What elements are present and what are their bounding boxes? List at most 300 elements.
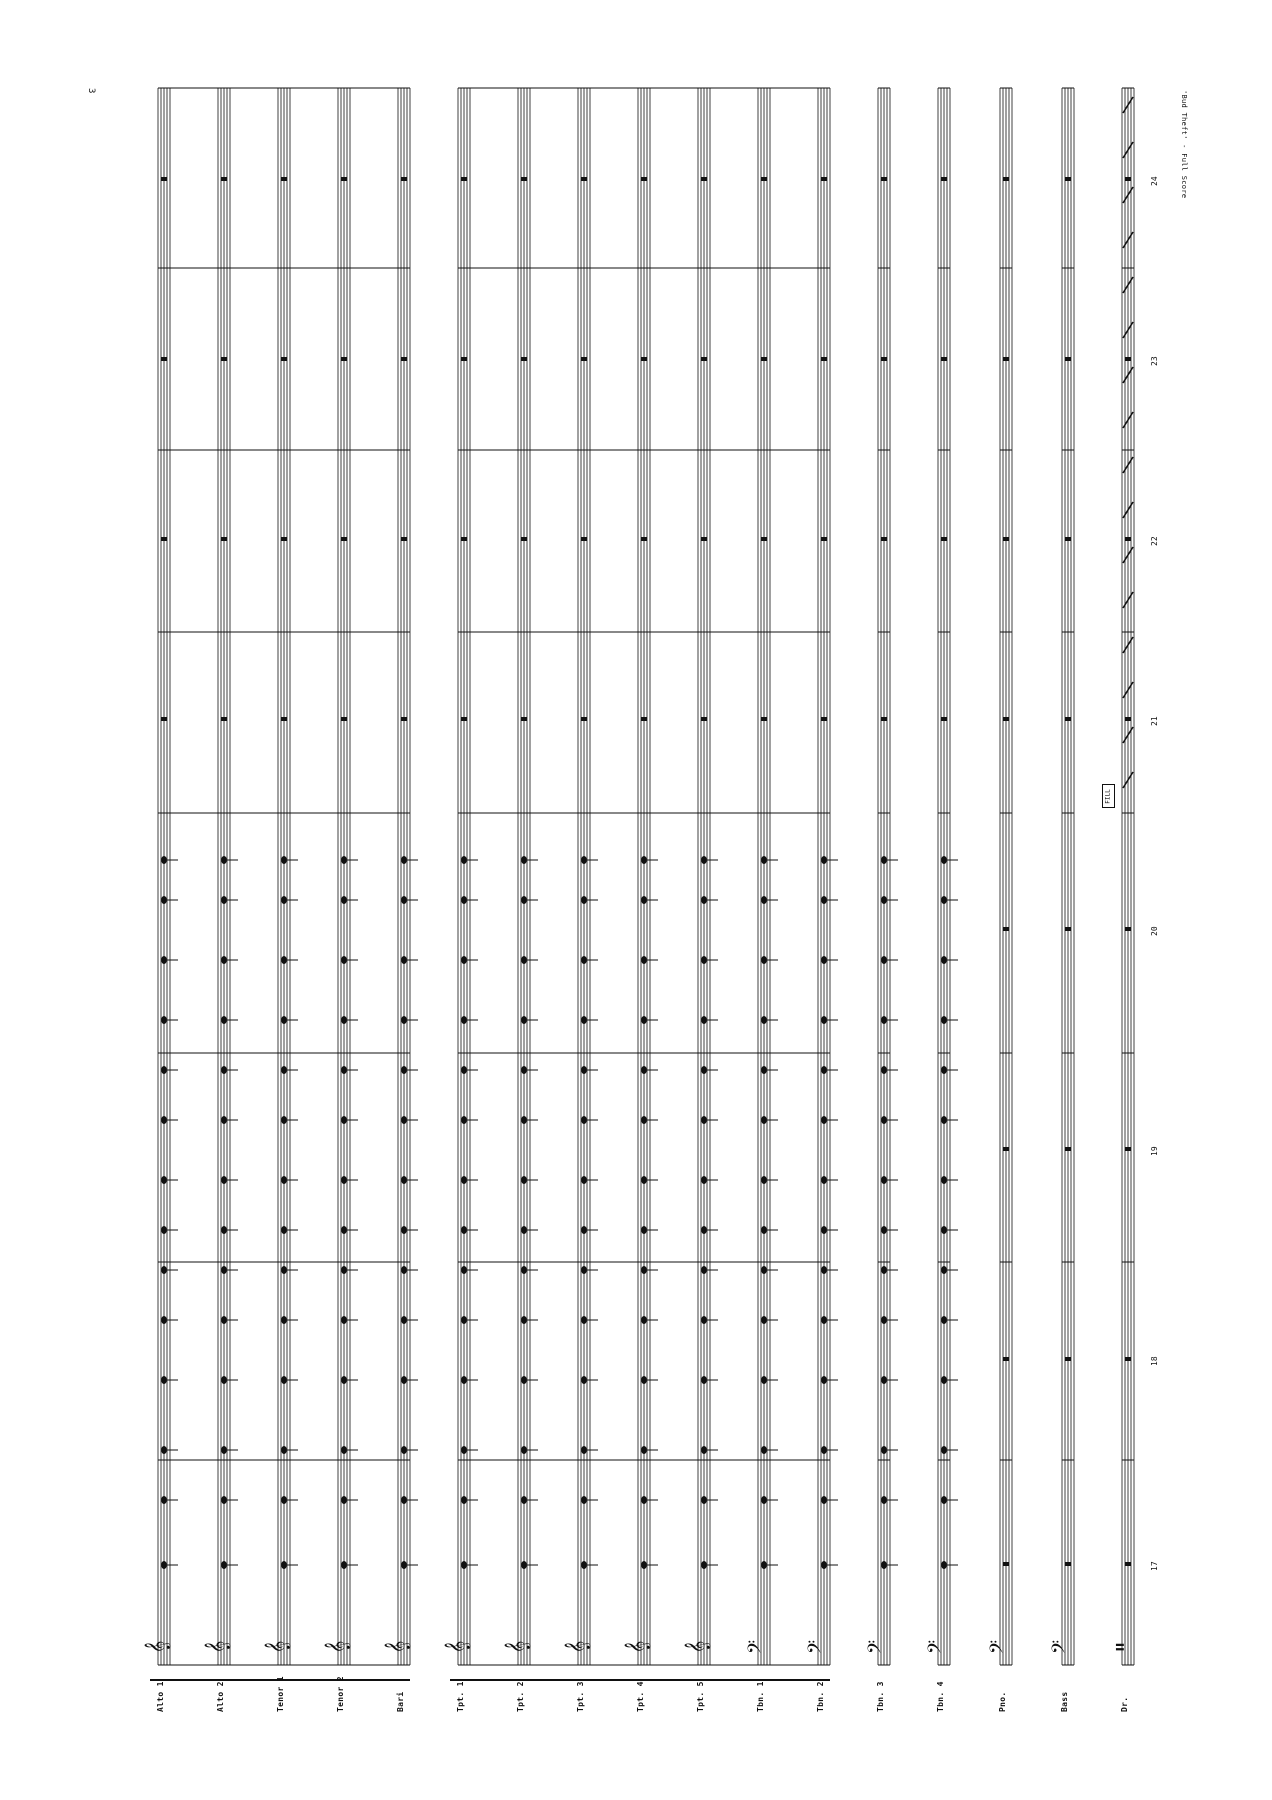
clef-icon: 𝄞	[625, 1640, 650, 1654]
note-head	[641, 1176, 647, 1184]
whole-rest	[161, 537, 167, 541]
whole-rest	[1065, 1147, 1071, 1151]
instrument-label: Tenor 2	[336, 1676, 345, 1712]
whole-rest	[1065, 927, 1071, 931]
whole-rest	[761, 357, 767, 361]
note-head	[161, 1561, 167, 1569]
whole-rest	[221, 177, 227, 181]
whole-rest	[701, 357, 707, 361]
instrument-label: Tbn. 1	[756, 1681, 765, 1712]
instrument-label: Tbn. 3	[876, 1681, 885, 1712]
note-head	[941, 1116, 947, 1124]
whole-rest	[341, 177, 347, 181]
note-head	[821, 1226, 827, 1234]
whole-rest	[1065, 537, 1071, 541]
note-head	[821, 1446, 827, 1454]
note-head	[341, 1066, 347, 1074]
note-head	[521, 1066, 527, 1074]
note-head	[941, 1016, 947, 1024]
note-head	[941, 1561, 947, 1569]
note-head	[581, 1561, 587, 1569]
measure-number: 18	[1150, 1356, 1159, 1366]
clef-icon: 𝄢	[745, 1639, 770, 1655]
fill-label: FILL	[1105, 788, 1113, 804]
clef-icon: 𝄞	[445, 1640, 470, 1654]
note-head	[821, 1016, 827, 1024]
note-head	[641, 1316, 647, 1324]
measure-number: 19	[1150, 1146, 1159, 1156]
whole-rest	[461, 357, 467, 361]
note-head	[161, 856, 167, 864]
note-head	[461, 896, 467, 904]
note-head	[521, 1016, 527, 1024]
note-head	[881, 1116, 887, 1124]
note-head	[221, 1446, 227, 1454]
whole-rest	[461, 717, 467, 721]
whole-rest	[1003, 717, 1009, 721]
staff-tenor-1	[264, 88, 298, 1665]
whole-rest	[1065, 357, 1071, 361]
note-head	[521, 896, 527, 904]
note-head	[161, 1446, 167, 1454]
whole-rest	[941, 537, 947, 541]
note-head	[341, 1496, 347, 1504]
note-head	[521, 1446, 527, 1454]
note-head	[461, 1226, 467, 1234]
note-head	[701, 1066, 707, 1074]
note-head	[581, 1376, 587, 1384]
staff-tbn-4	[925, 88, 958, 1665]
note-head	[461, 1176, 467, 1184]
note-head	[341, 1176, 347, 1184]
clef-icon: 𝄞	[205, 1640, 230, 1654]
note-head	[281, 1376, 287, 1384]
score-title: 'Bud Theft' - Full Score	[1180, 90, 1188, 199]
staff-tpt-2	[504, 88, 538, 1665]
whole-rest	[281, 717, 287, 721]
note-head	[881, 1316, 887, 1324]
note-head	[701, 896, 707, 904]
note-head	[281, 1266, 287, 1274]
staff-pno-	[987, 88, 1012, 1665]
note-head	[941, 1226, 947, 1234]
note-head	[281, 1016, 287, 1024]
whole-rest	[761, 717, 767, 721]
note-head	[761, 1176, 767, 1184]
note-head	[401, 1376, 407, 1384]
note-head	[761, 1376, 767, 1384]
whole-rest	[281, 177, 287, 181]
note-head	[641, 956, 647, 964]
whole-rest	[401, 537, 407, 541]
note-head	[581, 1176, 587, 1184]
note-head	[761, 1446, 767, 1454]
clef-icon: 𝄞	[565, 1640, 590, 1654]
whole-rest	[1125, 717, 1131, 721]
instrument-label: Bass	[1060, 1691, 1069, 1712]
whole-rest	[701, 717, 707, 721]
note-head	[761, 1016, 767, 1024]
whole-rest	[401, 357, 407, 361]
instrument-label: Tenor 1	[276, 1676, 285, 1712]
note-head	[881, 1496, 887, 1504]
note-head	[161, 956, 167, 964]
whole-rest	[881, 177, 887, 181]
note-head	[761, 1561, 767, 1569]
whole-rest	[581, 537, 587, 541]
note-head	[761, 896, 767, 904]
measure-number: 17	[1150, 1561, 1159, 1571]
note-head	[521, 1266, 527, 1274]
staff-tpt-4	[624, 88, 658, 1665]
note-head	[941, 1376, 947, 1384]
whole-rest	[1125, 1562, 1131, 1566]
note-head	[221, 1116, 227, 1124]
instrument-label: Tpt. 1	[456, 1681, 465, 1712]
note-head	[221, 1376, 227, 1384]
note-head	[461, 1266, 467, 1274]
note-head	[221, 1226, 227, 1234]
note-head	[941, 1176, 947, 1184]
clef-icon: 𝄞	[685, 1640, 710, 1654]
note-head	[401, 1266, 407, 1274]
note-head	[881, 1266, 887, 1274]
whole-rest	[1125, 927, 1131, 931]
clef-icon: 𝄞	[505, 1640, 530, 1654]
note-head	[941, 856, 947, 864]
whole-rest	[581, 357, 587, 361]
note-head	[821, 1316, 827, 1324]
note-head	[521, 1561, 527, 1569]
note-head	[401, 956, 407, 964]
note-head	[341, 1446, 347, 1454]
note-head	[701, 1446, 707, 1454]
note-head	[821, 1266, 827, 1274]
note-head	[401, 856, 407, 864]
note-head	[581, 1266, 587, 1274]
note-head	[161, 1016, 167, 1024]
whole-rest	[401, 717, 407, 721]
note-head	[341, 1266, 347, 1274]
note-head	[821, 1376, 827, 1384]
fill-marker	[1102, 784, 1115, 808]
note-head	[941, 1496, 947, 1504]
note-head	[581, 956, 587, 964]
instrument-label: Tpt. 5	[696, 1681, 705, 1712]
note-head	[401, 1446, 407, 1454]
whole-rest	[581, 717, 587, 721]
whole-rest	[461, 537, 467, 541]
whole-rest	[221, 717, 227, 721]
note-head	[701, 1176, 707, 1184]
whole-rest	[1125, 1147, 1131, 1151]
note-head	[161, 896, 167, 904]
instrument-label: Tbn. 2	[816, 1681, 825, 1712]
staff-alto-2	[204, 88, 238, 1665]
whole-rest	[161, 177, 167, 181]
note-head	[641, 1226, 647, 1234]
note-head	[221, 956, 227, 964]
whole-rest	[641, 717, 647, 721]
whole-rest	[1003, 177, 1009, 181]
note-head	[281, 1446, 287, 1454]
whole-rest	[1125, 1357, 1131, 1361]
note-head	[281, 1066, 287, 1074]
note-head	[281, 1226, 287, 1234]
clef-icon: 𝄞	[145, 1640, 170, 1654]
whole-rest	[701, 177, 707, 181]
note-head	[281, 896, 287, 904]
whole-rest	[221, 357, 227, 361]
note-head	[341, 956, 347, 964]
whole-rest	[941, 717, 947, 721]
note-head	[221, 1561, 227, 1569]
note-head	[581, 1446, 587, 1454]
staff-tbn-1	[745, 88, 778, 1665]
note-head	[761, 1316, 767, 1324]
whole-rest	[521, 537, 527, 541]
instrument-label: Pno.	[998, 1691, 1007, 1712]
note-head	[521, 1226, 527, 1234]
whole-rest	[581, 177, 587, 181]
instrument-label: Tbn. 4	[936, 1681, 945, 1712]
note-head	[941, 1316, 947, 1324]
whole-rest	[461, 177, 467, 181]
note-head	[401, 1496, 407, 1504]
whole-rest	[1125, 177, 1131, 181]
note-head	[161, 1316, 167, 1324]
whole-rest	[401, 177, 407, 181]
note-head	[821, 856, 827, 864]
note-head	[881, 1176, 887, 1184]
measure-number: 22	[1150, 536, 1159, 546]
staff-tbn-2	[805, 88, 838, 1665]
whole-rest	[881, 357, 887, 361]
note-head	[341, 1376, 347, 1384]
note-head	[161, 1496, 167, 1504]
note-head	[281, 956, 287, 964]
note-head	[761, 856, 767, 864]
note-head	[581, 1316, 587, 1324]
note-head	[881, 856, 887, 864]
note-head	[461, 1496, 467, 1504]
note-head	[701, 956, 707, 964]
whole-rest	[341, 717, 347, 721]
note-head	[461, 1316, 467, 1324]
note-head	[821, 1496, 827, 1504]
note-head	[641, 1496, 647, 1504]
note-head	[581, 1116, 587, 1124]
note-head	[161, 1176, 167, 1184]
note-head	[821, 956, 827, 964]
whole-rest	[1125, 537, 1131, 541]
instrument-label: Dr.	[1120, 1696, 1129, 1712]
note-head	[401, 1226, 407, 1234]
note-head	[221, 1176, 227, 1184]
whole-rest	[1003, 1562, 1009, 1566]
note-head	[821, 1116, 827, 1124]
staff-tpt-1	[444, 88, 478, 1665]
staff-dr-	[1109, 88, 1134, 1665]
note-head	[281, 1561, 287, 1569]
note-head	[461, 1016, 467, 1024]
note-head	[401, 896, 407, 904]
whole-rest	[161, 357, 167, 361]
note-head	[881, 1016, 887, 1024]
note-head	[581, 1226, 587, 1234]
note-head	[461, 1561, 467, 1569]
note-head	[341, 1016, 347, 1024]
note-head	[881, 1376, 887, 1384]
note-head	[461, 856, 467, 864]
whole-rest	[1003, 1357, 1009, 1361]
clef-icon: 𝄥	[1109, 1643, 1134, 1651]
note-head	[161, 1066, 167, 1074]
note-head	[281, 1116, 287, 1124]
note-head	[761, 956, 767, 964]
note-head	[221, 1316, 227, 1324]
note-head	[701, 1316, 707, 1324]
whole-rest	[521, 357, 527, 361]
note-head	[461, 956, 467, 964]
note-head	[521, 856, 527, 864]
note-head	[461, 1446, 467, 1454]
instrument-label: Tpt. 4	[636, 1681, 645, 1712]
whole-rest	[281, 357, 287, 361]
note-head	[521, 1116, 527, 1124]
measure-number: 23	[1150, 356, 1159, 366]
note-head	[821, 1176, 827, 1184]
note-head	[701, 1561, 707, 1569]
note-head	[641, 1116, 647, 1124]
staff-bass	[1049, 88, 1074, 1665]
whole-rest	[641, 177, 647, 181]
staff-tbn-3	[865, 88, 898, 1665]
whole-rest	[821, 537, 827, 541]
note-head	[881, 896, 887, 904]
note-head	[941, 956, 947, 964]
whole-rest	[1065, 1562, 1071, 1566]
whole-rest	[821, 177, 827, 181]
whole-rest	[941, 177, 947, 181]
page-number: 3	[86, 88, 96, 94]
note-head	[701, 1226, 707, 1234]
note-head	[761, 1266, 767, 1274]
whole-rest	[521, 717, 527, 721]
note-head	[341, 896, 347, 904]
clef-icon: 𝄢	[805, 1639, 830, 1655]
whole-rest	[521, 177, 527, 181]
note-head	[281, 856, 287, 864]
instrument-label: Tpt. 2	[516, 1681, 525, 1712]
note-head	[761, 1116, 767, 1124]
note-head	[881, 1066, 887, 1074]
note-head	[941, 896, 947, 904]
note-head	[701, 856, 707, 864]
note-head	[821, 1561, 827, 1569]
note-head	[881, 1446, 887, 1454]
note-head	[581, 856, 587, 864]
whole-rest	[1003, 927, 1009, 931]
note-head	[641, 896, 647, 904]
instrument-label: Bari	[396, 1691, 405, 1712]
measure-number: 24	[1150, 176, 1159, 186]
note-head	[461, 1116, 467, 1124]
clef-icon: 𝄢	[987, 1639, 1012, 1655]
note-head	[401, 1116, 407, 1124]
instrument-label: Alto 1	[156, 1681, 165, 1712]
note-head	[461, 1066, 467, 1074]
note-head	[881, 1561, 887, 1569]
instrument-label: Tpt. 3	[576, 1681, 585, 1712]
whole-rest	[221, 537, 227, 541]
note-head	[641, 1446, 647, 1454]
whole-rest	[881, 717, 887, 721]
note-head	[521, 1176, 527, 1184]
note-head	[761, 1496, 767, 1504]
note-head	[641, 1066, 647, 1074]
note-head	[401, 1016, 407, 1024]
whole-rest	[1003, 1147, 1009, 1151]
note-head	[881, 1226, 887, 1234]
note-head	[701, 1016, 707, 1024]
whole-rest	[1065, 717, 1071, 721]
clef-icon: 𝄢	[925, 1639, 950, 1655]
whole-rest	[761, 537, 767, 541]
note-head	[761, 1066, 767, 1074]
clef-icon: 𝄢	[1049, 1639, 1074, 1655]
note-head	[221, 1066, 227, 1074]
whole-rest	[701, 537, 707, 541]
note-head	[641, 1016, 647, 1024]
clef-icon: 𝄢	[865, 1639, 890, 1655]
note-head	[341, 1316, 347, 1324]
note-head	[701, 1496, 707, 1504]
clef-icon: 𝄞	[325, 1640, 350, 1654]
whole-rest	[1003, 537, 1009, 541]
whole-rest	[881, 537, 887, 541]
note-head	[161, 1116, 167, 1124]
note-head	[161, 1266, 167, 1274]
note-head	[941, 1066, 947, 1074]
note-head	[641, 1376, 647, 1384]
clef-icon: 𝄞	[265, 1640, 290, 1654]
note-head	[281, 1316, 287, 1324]
whole-rest	[341, 537, 347, 541]
note-head	[641, 1266, 647, 1274]
note-head	[521, 1376, 527, 1384]
note-head	[221, 1266, 227, 1274]
staff-tenor-2	[324, 88, 358, 1665]
note-head	[401, 1066, 407, 1074]
whole-rest	[821, 717, 827, 721]
note-head	[221, 896, 227, 904]
whole-rest	[281, 537, 287, 541]
note-head	[821, 1066, 827, 1074]
note-head	[341, 1116, 347, 1124]
note-head	[641, 856, 647, 864]
note-head	[521, 956, 527, 964]
clef-icon: 𝄞	[385, 1640, 410, 1654]
note-head	[341, 1561, 347, 1569]
note-head	[701, 1376, 707, 1384]
whole-rest	[641, 537, 647, 541]
note-head	[341, 856, 347, 864]
note-head	[881, 956, 887, 964]
measure-number: 21	[1150, 716, 1159, 726]
measure-number: 20	[1150, 926, 1159, 936]
note-head	[281, 1176, 287, 1184]
